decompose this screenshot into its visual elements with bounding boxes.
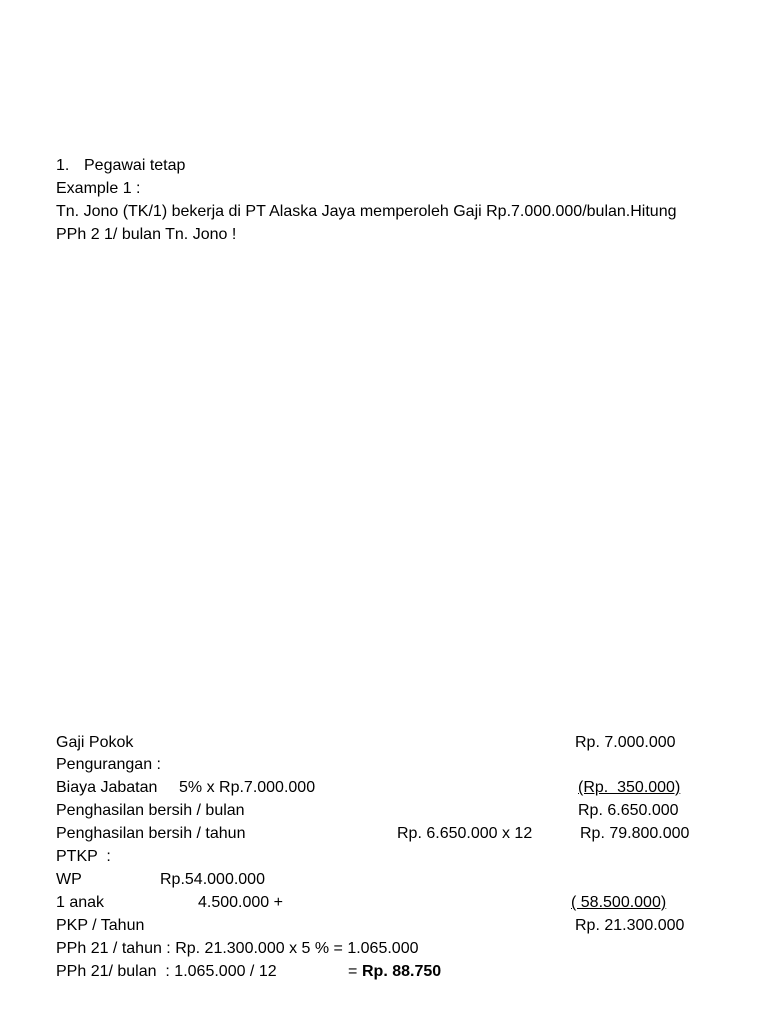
bersih-tahun-value: Rp. 79.800.000 <box>580 825 690 842</box>
pkp-label: PKP / Tahun <box>56 917 145 934</box>
pph-bulan-result: Rp. 88.750 <box>362 963 442 980</box>
bersih-bulan-label: Penghasilan bersih / bulan <box>56 802 245 819</box>
problem-line-2: PPh 2 1/ bulan Tn. Jono ! <box>56 226 237 243</box>
wp-value: Rp.54.000.000 <box>160 871 265 888</box>
biaya-jabatan-label: Biaya Jabatan <box>56 779 158 796</box>
biaya-jabatan-value: (Rp. 350.000) <box>578 779 681 796</box>
wp-label: WP <box>56 871 82 888</box>
item-title: Pegawai tetap <box>84 157 186 174</box>
biaya-jabatan-formula: 5% x Rp.7.000.000 <box>179 779 316 796</box>
problem-line-1: Tn. Jono (TK/1) bekerja di PT Alaska Jaya memperoleh Gaji Rp.7.000.000/bulan.Hitung <box>56 203 677 220</box>
pengurangan-label: Pengurangan : <box>56 756 161 773</box>
example-label: Example 1 : <box>56 180 141 197</box>
ptkp-total: ( 58.500.000) <box>571 894 667 911</box>
pph-bulan-formula: PPh 21/ bulan : 1.065.000 / 12 <box>56 963 277 980</box>
pph-tahun-line: PPh 21 / tahun : Rp. 21.300.000 x 5 % = 1.065.000 <box>56 940 419 957</box>
bersih-tahun-label: Penghasilan bersih / tahun <box>56 825 246 842</box>
pkp-value: Rp. 21.300.000 <box>575 917 685 934</box>
anak-value: 4.500.000 + <box>198 894 283 911</box>
anak-label: 1 anak <box>56 894 105 911</box>
item-number: 1. <box>56 157 70 174</box>
gaji-pokok-label: Gaji Pokok <box>56 734 134 751</box>
pph-bulan-equals: = <box>348 963 358 980</box>
ptkp-label: PTKP : <box>56 848 111 865</box>
bersih-bulan-value: Rp. 6.650.000 <box>578 802 679 819</box>
bersih-tahun-formula: Rp. 6.650.000 x 12 <box>397 825 533 842</box>
gaji-pokok-value: Rp. 7.000.000 <box>575 734 676 751</box>
